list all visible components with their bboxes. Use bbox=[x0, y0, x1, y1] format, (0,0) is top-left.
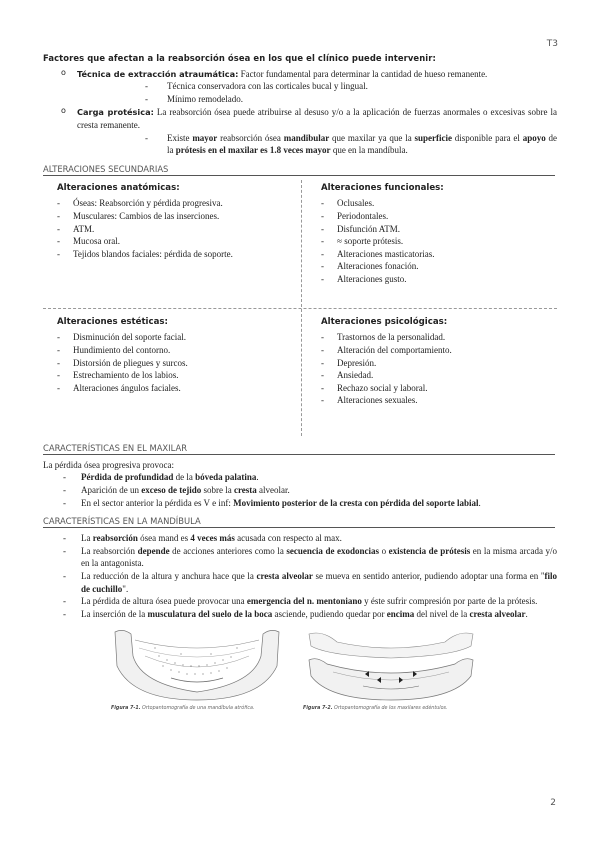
list-item: - Rechazo social y laboral. bbox=[321, 382, 557, 395]
figures-row bbox=[43, 626, 557, 716]
list-item: - Estrechamiento de los labios. bbox=[57, 369, 293, 382]
cell-title: Alteraciones estéticas: bbox=[57, 316, 168, 327]
list-item: - La reabsorción ósea mand es 4 veces más acusada con respecto al max. bbox=[59, 532, 557, 545]
list-item: - Alteraciones sexuales. bbox=[321, 394, 557, 407]
sub-item: - Existe mayor reabsorción ósea mandibular que maxilar ya que la superficie disponible para el apoyo de la prótesis en el maxilar es 1.8 veces mayor que en la mandíbula. bbox=[77, 132, 557, 157]
list-item: - La pérdida de altura ósea puede provocar una emergencia del n. mentoniano y éste sufrir compresión por parte de la prótesis. bbox=[59, 595, 557, 608]
mandibula-list bbox=[43, 532, 557, 620]
item-text: Factor fundamental para determinar la cantidad de hueso remanente. bbox=[238, 68, 488, 79]
list-item: - Alteraciones gusto. bbox=[321, 273, 557, 286]
intro-item-extraccion bbox=[43, 68, 557, 106]
list-item: - Hundimiento del contorno. bbox=[57, 344, 293, 357]
figure-caption: Figura 7-2. Ortopantomografía de los maxilares edéntulos. bbox=[303, 706, 448, 712]
list-item: - Mucosa oral. bbox=[57, 235, 293, 248]
list-item: - Alteraciones ángulos faciales. bbox=[57, 382, 293, 395]
maxilar-intro: La pérdida ósea progresiva provoca: bbox=[43, 459, 174, 470]
list-item: - ATM. bbox=[57, 223, 293, 236]
cell-list bbox=[321, 197, 557, 285]
figure-caption: Figura 7-1. Ortopantomografía de una mandíbula atrófica. bbox=[111, 706, 255, 712]
list-item: - La reducción de la altura y anchura hace que la cresta alveolar se mueva en sentido anterior, pudiendo adoptar una forma en "filo de cuchillo". bbox=[59, 570, 557, 595]
list-item: - Musculares: Cambios de las inserciones. bbox=[57, 210, 293, 223]
sub-list bbox=[77, 80, 557, 105]
list-item: - Pérdida de profundidad de la bóveda palatina. bbox=[59, 471, 557, 484]
sub-item: - Técnica conservadora con las corticales bucal y lingual. bbox=[77, 80, 557, 93]
list-item: - Oclusales. bbox=[321, 197, 557, 210]
item-text: La reabsorción ósea puede atribuirse al desuso y/o a la aplicación de fuerzas anormales o excesivas sobre la cresta remanente. bbox=[77, 107, 557, 130]
list-item: - Alteraciones fonación. bbox=[321, 260, 557, 273]
section-title-mandibula: CARACTERÍSTICAS EN LA MANDÍBULA bbox=[43, 516, 555, 528]
intro-list bbox=[43, 68, 557, 157]
cell-title: Alteraciones funcionales: bbox=[321, 182, 444, 193]
list-item: - Tejidos blandos faciales: pérdida de soporte. bbox=[57, 248, 293, 261]
figure-2 bbox=[303, 626, 479, 716]
list-item: - Disminución del soporte facial. bbox=[57, 331, 293, 344]
list-item: - Periodontales. bbox=[321, 210, 557, 223]
list-item: - Alteraciones masticatorias. bbox=[321, 248, 557, 261]
cell-funcionales bbox=[321, 182, 557, 286]
list-item: - Disfunción ATM. bbox=[321, 223, 557, 236]
list-item: - En el sector anterior la pérdida es V e inf: Movimiento posterior de la cresta con pérdida del soporte labial. bbox=[59, 497, 557, 510]
horizontal-divider bbox=[43, 308, 557, 309]
list-item: - ≈ soporte prótesis. bbox=[321, 235, 557, 248]
panoramic-edentulous-image bbox=[303, 626, 479, 702]
list-item: - La reabsorción depende de acciones anteriores como la secuencia de exodoncias o existencia de prótesis en la misma arcada y/o en la antagonista. bbox=[59, 545, 557, 570]
intro-item-carga bbox=[43, 106, 557, 156]
intro-heading: Factores que afectan a la reabsorción ósea en los que el clínico puede intervenir: bbox=[43, 53, 436, 63]
item-label: Carga protésica: bbox=[77, 107, 154, 118]
alteraciones-grid bbox=[43, 180, 557, 436]
cell-title: Alteraciones psicológicas: bbox=[321, 316, 448, 327]
section-title-maxilar: CARACTERÍSTICAS EN EL MAXILAR bbox=[43, 443, 555, 455]
maxilar-list bbox=[43, 471, 557, 509]
cell-list bbox=[57, 331, 293, 394]
list-item: - La inserción de la musculatura del suelo de la boca asciende, pudiendo quedar por encima del nivel de la cresta alveolar. bbox=[59, 608, 557, 621]
cell-psicologicas bbox=[321, 316, 557, 407]
list-item: - Depresión. bbox=[321, 357, 557, 370]
page-tag: T3 bbox=[546, 39, 558, 49]
list-item: - Aparición de un exceso de tejido sobre la cresta alveolar. bbox=[59, 484, 557, 497]
cell-list bbox=[57, 197, 293, 260]
list-item: - Óseas: Reabsorción y pérdida progresiva. bbox=[57, 197, 293, 210]
sub-list bbox=[77, 132, 557, 157]
panoramic-mandible-image bbox=[111, 626, 283, 702]
list-item: - Trastornos de la personalidad. bbox=[321, 331, 557, 344]
sub-item: - Mínimo remodelado. bbox=[77, 93, 557, 106]
list-item: - Alteración del comportamiento. bbox=[321, 344, 557, 357]
item-label: Técnica de extracción atraumática: bbox=[77, 68, 239, 79]
cell-anatomicas bbox=[57, 182, 293, 261]
cell-title: Alteraciones anatómicas: bbox=[57, 182, 180, 193]
section-title-secundarias: ALTERACIONES SECUNDARIAS bbox=[43, 164, 555, 176]
figure-1 bbox=[111, 626, 283, 716]
document-body bbox=[43, 52, 557, 716]
cell-list bbox=[321, 331, 557, 407]
list-item: - Ansiedad. bbox=[321, 369, 557, 382]
cell-esteticas bbox=[57, 316, 293, 395]
list-item: - Distorsión de pliegues y surcos. bbox=[57, 357, 293, 370]
page-number: 2 bbox=[550, 798, 556, 809]
